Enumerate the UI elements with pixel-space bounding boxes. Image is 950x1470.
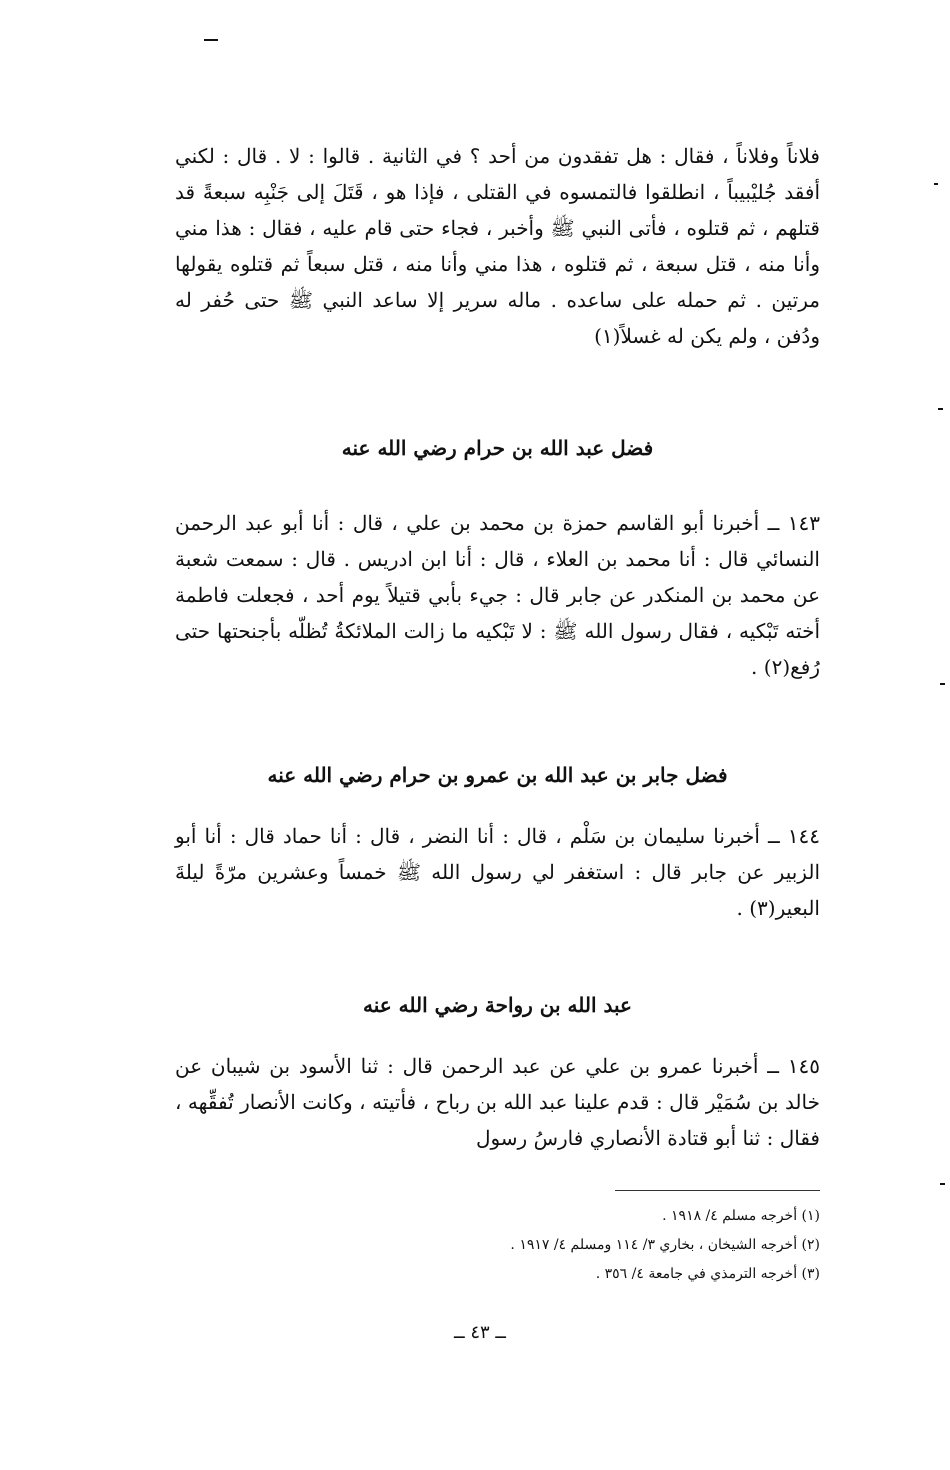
section-heading-ibn-rawaha: عبد الله بن رواحة رضي الله عنه bbox=[363, 993, 632, 1017]
margin-scan-mark bbox=[938, 408, 943, 410]
paragraph-hadith-144: ١٤٤ ــ أخبرنا سليمان بن سَلْم ، قال : أنا النضر ، قال : أنا حماد قال : أنا أبو الزبير عن جابر قال : استغفر لي رسول الله ﷺ خمساً وعشرين مرّةً ليلةَ البعير(٣) . bbox=[175, 824, 820, 920]
margin-scan-mark bbox=[940, 683, 945, 685]
footnotes bbox=[300, 1202, 820, 1289]
paragraph-continuation: فلاناً وفلاناً ، فقال : هل تفقدون من أحد ؟ في الثانية . قالوا : لا . قال : لكني أفقد جُليْبيباً ، انطلقوا فالتمسوه في القتلى ، فإذا هو ، قَتَلَ إلى جَنْبِه سبعةً قد قتلهم ، ثم قتلوه ، فأتى النبي ﷺ وأخبر ، فجاء حتى قام عليه ، فقال : هذا مني وأنا منه ، قتل سبعة ، ثم قتلوه ، هذا مني وأنا منه ، قتل سبعاً ثم قتلوه يقولها مرتين . ثم حمله على ساعده . ماله سرير إلا ساعد النبي ﷺ حتى حُفر له ودُفن ، ولم يكن له غسلاً(١) bbox=[175, 144, 820, 348]
section-heading-jabir: فضل جابر بن عبد الله بن عمرو بن حرام رضي الله عنه bbox=[267, 763, 728, 787]
margin-scan-mark bbox=[934, 183, 938, 185]
section-heading-abdullah-ibn-haram: فضل عبد الله بن حرام رضي الله عنه bbox=[341, 436, 654, 460]
footnote-3: (٣) أخرجه الترمذي في جامعة ٤/ ٣٥٦ . bbox=[595, 1266, 820, 1282]
footnote-2: (٢) أخرجه الشيخان ، بخاري ٣/ ١١٤ ومسلم ٤/ ١٩١٧ . bbox=[510, 1237, 820, 1253]
margin-scan-mark bbox=[940, 1183, 945, 1185]
footnote-separator bbox=[615, 1190, 820, 1191]
page-number: ــ ٤٣ ــ bbox=[454, 1322, 506, 1343]
paragraph-hadith-143: ١٤٣ ــ أخبرنا أبو القاسم حمزة بن محمد بن علي ، قال : أنا أبو عبد الرحمن النسائي قال : أنا محمد بن العلاء ، قال : أنا ابن ادريس . قال : سمعت شعبة عن محمد بن المنكدر عن جابر قال : جيء بأبي قتيلاً يوم أحد ، فجعلت فاطمة أخته تَبْكيه ، فقال رسول الله ﷺ : لا تَبْكيه ما زالت الملائكةُ تُظلّه بأجنحتها حتى رُفع(٢) . bbox=[175, 511, 820, 679]
footnote-1: (١) أخرجه مسلم ٤/ ١٩١٨ . bbox=[662, 1208, 820, 1224]
paragraph-hadith-145: ١٤٥ ــ أخبرنا عمرو بن علي عن عبد الرحمن قال : ثنا الأسود بن شيبان عن خالد بن سُمَيْر قال : قدم علينا عبد الله بن رباح ، فأتيته ، وكانت الأنصار تُفقِّهه ، فقال : ثنا أبو قتادة الأنصاري فارسُ رسول bbox=[175, 1054, 820, 1150]
top-scan-mark bbox=[204, 39, 218, 41]
